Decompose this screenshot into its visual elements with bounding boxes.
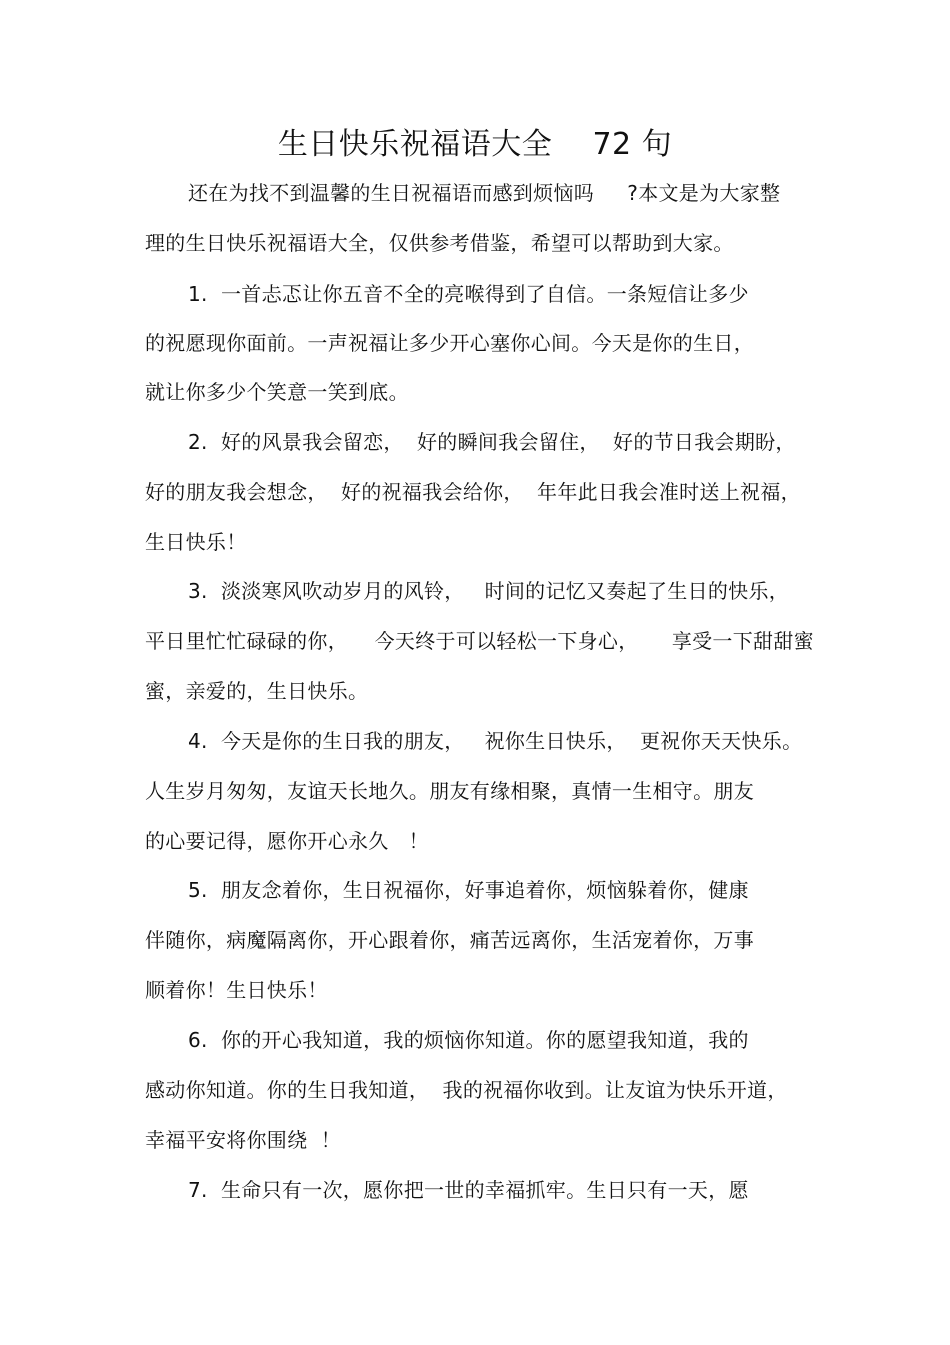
item-2-line-2: 好的朋友我会想念， 好的祝福我会给你， 年年此日我会准时送上祝福，: [145, 480, 801, 504]
item-2-line-1: 2. 好的风景我会留恋， 好的瞬间我会留住， 好的节日我会期盼，: [188, 430, 796, 454]
item-1-line-2: 的祝愿现你面前。一声祝福让多少开心塞你心间。今天是你的生日，: [145, 331, 754, 355]
item-3-line-3: 蜜，亲爱的，生日快乐。: [145, 679, 369, 703]
item-6-line-3: 幸福平安将你围绕 ！: [145, 1128, 342, 1152]
item-4-line-1: 4. 今天是你的生日我的朋友， 祝你生日快乐， 更祝你天天快乐。: [188, 729, 803, 753]
item-3-line-2: 平日里忙忙碌碌的你， 今天终于可以轻松一下身心， 享受一下甜甜蜜: [145, 629, 814, 653]
item-3-line-1: 3. 淡淡寒风吹动岁月的风铃， 时间的记忆又奏起了生日的快乐，: [188, 579, 790, 603]
item-5-line-1: 5. 朋友念着你，生日祝福你，好事追着你，烦恼躲着你，健康: [188, 878, 749, 902]
item-5-line-2: 伴随你，病魔隔离你，开心跟着你，痛苦远离你，生活宠着你，万事: [145, 928, 754, 952]
document-title: 生日快乐祝福语大全 72 句: [277, 127, 673, 162]
intro-line-2: 理的生日快乐祝福语大全，仅供参考借鉴，希望可以帮助到大家。: [145, 231, 734, 255]
item-5-line-3: 顺着你！生日快乐！: [145, 978, 328, 1002]
item-6-line-1: 6. 你的开心我知道，我的烦恼你知道。你的愿望我知道，我的: [188, 1028, 749, 1052]
item-1-line-1: 1. 一首忐忑让你五音不全的亮喉得到了自信。一条短信让多少: [188, 282, 749, 306]
item-6-line-2: 感动你知道。你的生日我知道， 我的祝福你收到。让友谊为快乐开道，: [145, 1078, 788, 1102]
item-7-line-1: 7. 生命只有一次，愿你把一世的幸福抓牢。生日只有一天，愿: [188, 1178, 749, 1202]
item-4-line-2: 人生岁月匆匆，友谊天长地久。朋友有缘相聚，真情一生相守。朋友: [145, 779, 754, 803]
intro-line-1: 还在为找不到温馨的生日祝福语而感到烦恼吗 ?本文是为大家整: [188, 181, 781, 205]
item-2-line-3: 生日快乐！: [145, 530, 247, 554]
item-1-line-3: 就让你多少个笑意一笑到底。: [145, 380, 409, 404]
item-4-line-3: 的心要记得，愿你开心永久 ！: [145, 829, 429, 853]
